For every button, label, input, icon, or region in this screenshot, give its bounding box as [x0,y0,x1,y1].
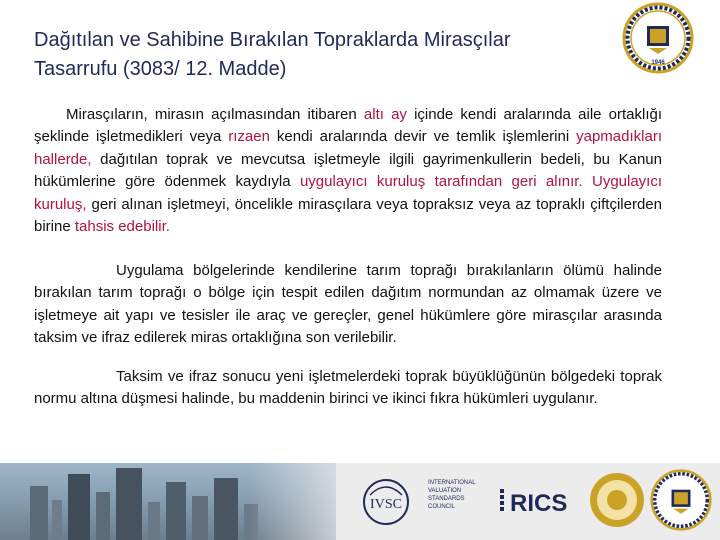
paragraph-1 [34,104,662,238]
ivsc-caption [428,479,498,511]
ivsc-caption-line-3: STANDARDS [428,496,465,502]
rics-logo-icon [498,481,578,521]
ankara-university-logo-icon [622,2,694,74]
seal-gold-icon [588,471,646,529]
p1-implementing-body: Uygulayıcı kuruluş, [34,173,663,213]
paragraph-2 [34,260,662,350]
p1-not-done: yapmadıkları hallerde, [34,128,662,168]
p1-space [583,173,592,190]
ivsc-logo-text: IVSC [370,497,402,512]
paragraph-3 [34,366,662,411]
p1-text-b: içinde kendi aralarında aile ortaklığı şeklinde işletmedikleri veya [34,106,663,146]
ivsc-caption-line-2: VALUATION [428,488,462,494]
p1-may-allocate: tahsis edebilir. [74,218,170,236]
p1-six-months: altı ay [363,106,407,123]
paragraph-3-text: Taksim ve ifraz sonucu yeni işletmelerdeki toprak büyüklüğünün bölgedeki toprak normu altına düşmesi halinde, bu maddenin birinci ve ikinci fıkra hükümleri uygulanır. [34,368,662,408]
p1-text: Mirasçıların, mirasın açılmasından itibaren [66,106,364,123]
slide-title [34,26,634,84]
p1-text-c: kendi aralarında devir ve temlik işlemlerini [269,128,577,146]
p1-taken-back: uygulayıcı kuruluş tarafından geri alınır. [299,173,583,191]
rics-logo-text: RICS [510,490,568,517]
p1-consensually: rızaen [228,128,270,146]
ivsc-caption-line-4: COUNCIL [428,504,456,510]
ivsc-caption-line-1: INTERNATIONAL [428,480,476,486]
p1-text-e: geri alınan işletmeyi, öncelikle mirasçılara veya topraksız veya az topraklı çiftçilerden birine [34,195,662,236]
logo-year-text: 1946 [651,60,665,66]
p1-text-d: dağıtılan toprak ve mevcutsa işletmeyle ilgili gayrimenkullerin bedeli, bu Kanun hükümlerine göre ödenmek kaydıyla [34,150,662,191]
title-line-1: Dağıtılan ve Sahibine Bırakılan Topraklarda Mirasçılar [34,29,511,51]
footer-banner [0,463,720,540]
paragraph-2-text: Uygulama bölgelerinde kendilerine tarım toprağı bırakılanların ölümü halinde bırakılan tarım toprağı o bölge için tespit edilen dağıtım normundan az olmamak üzere ve işletmeye ait yapı ve tesisler ile araç ve gereçler, genel hükümlere göre mirasçılar arasında taksim ve ifraz edilerek miras ortaklığına son verilebilir. [34,262,662,347]
ivsc-logo-icon [362,477,422,527]
ankara-university-footer-logo-icon [650,469,712,531]
title-line-2: Tasarrufu (3083/ 12. Madde) [34,58,287,80]
footer-fade [250,463,370,540]
